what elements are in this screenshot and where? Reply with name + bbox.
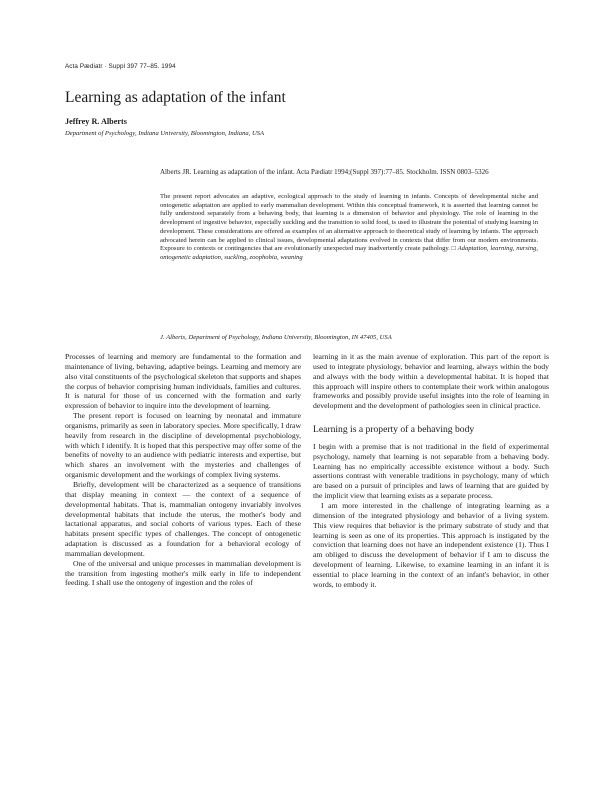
author-affiliation: Department of Psychology, Indiana University, Bloomington, Indiana, USA: [65, 130, 265, 137]
body-paragraph: learning in it as the main avenue of exploration. This part of the report is used to integrate physiology, behavior and learning, always within the body and always with the body within a developmental habitat. It is hoped that this approach will inspire others to contemplate their work within analogous frameworks and possibly provide useful insights into the role of learning in development and the development of pathologies seen in clinical practice.: [313, 352, 549, 411]
journal-citation-header: Acta Pædiatr · Suppl 397 77–85. 1994: [65, 63, 176, 70]
abstract-citation: Alberts JR. Learning as adaptation of the infant. Acta Pædiatr 1994;(Suppl 397):77–85. Stockholm. ISSN 0803–5326: [160, 168, 489, 176]
abstract-body: [160, 193, 538, 263]
body-paragraph: Processes of learning and memory are fundamental to the formation and maintenance of living, behaving, adaptive beings. Learning and memory are also vital constituents of the psychological skeleton that supports and shapes the corpus of behavior comprising human individuals, families and cultures. It is natural for those of us concerned with the formation and early expression of behavior to inquire into the development of learning.: [65, 352, 301, 411]
body-paragraph: One of the universal and unique processes in mammalian development is the transition from ingesting mother's milk early in life to independent feeding. I shall use the ontogeny of ingestion and the roles of: [65, 558, 301, 588]
section-heading: Learning is a property of a behaving body: [313, 424, 475, 436]
body-column-left: [65, 352, 301, 588]
body-paragraph: The present report is focused on learning by neonatal and immature organisms, primarily as seen in laboratory species. More specifically, I draw heavily from research in the discipline of developmental psychobiology, with which I identify. It is hoped that this perspective may offer some of the benefits of novelty to an audience with pediatric interests and expertise, but which shares an involvement with the mysteries and challenges of organismic development and the workings of complex living systems.: [65, 411, 301, 480]
author-name: Jeffrey R. Alberts: [65, 117, 127, 126]
body-paragraph: I begin with a premise that is not traditional in the field of experimental psychology, namely that learning is not separable from a behaving body. Learning has no empirically accessible existence without a body. Such assertions contrast with venerable traditions in psychology, many of which are based on a pursuit of principles and laws of learning that are guided by the implicit view that learning exists as a separate process.: [313, 441, 549, 501]
body-column-right: [313, 352, 549, 590]
body-paragraph: Briefly, development will be characterized as a sequence of transitions that display meaning in context — the context of a sequence of developmental habitats. That is, mammalian ontogeny invariably involves developmental habitats that include the uterus, the mother's body and lactational apparatus, and social cohorts of various types. Each of these habitats present specific types of challenges. The concept of ontogenetic adaptation is discussed as a foundation for a behavioral ecology of mammalian development.: [65, 479, 301, 558]
abstract-text: The present report advocates an adaptive, ecological approach to the study of learning in infants. Concepts of developmental niche and ontogenetic adaptation are applied to early mammalian development. Within this conceptual framework, it is asserted that learning cannot be fully understood separately from a behaving body, that learning is a dimension of behavior and physiology. The role of learning in the development of ingestive behavior, especially suckling and the transition to solid food, is used to illustrate the potential of studying learning in development. These considerations are offered as examples of an alternative approach to theoretical study of learning by infants. The approach advocated herein can be applied to clinical issues, developmental adaptations evolved in contexts that differ from our modern environments. Exposure to contexts or contingencies that are evolutionarily unexpected may inadvertently create pathology.: [160, 193, 538, 253]
body-paragraph: I am more interested in the challenge of integrating learning as a dimension of the integrated physiology and behavior of a living system. This view requires that behavior is the primary substrate of study and that learning is seen as one of its properties. This approach is instigated by the conviction that learning does not have an independent existence (1). Thus I am obliged to discuss the development of behavior if I am to discuss the development of learning. Likewise, to examine learning in an infant it is essential to place learning in the context of an infant's behavior, in other words, to embody it.: [313, 500, 549, 589]
correspondence-address: J. Alberts, Department of Psychology, Indiana University, Bloomington, IN 47405, USA: [160, 334, 392, 341]
article-title: Learning as adaptation of the infant: [65, 89, 286, 106]
abstract-keywords: □ Adaptation, learning, nursing, ontogenetic adaptation, suckling, zoophobia, weaning: [160, 245, 539, 261]
